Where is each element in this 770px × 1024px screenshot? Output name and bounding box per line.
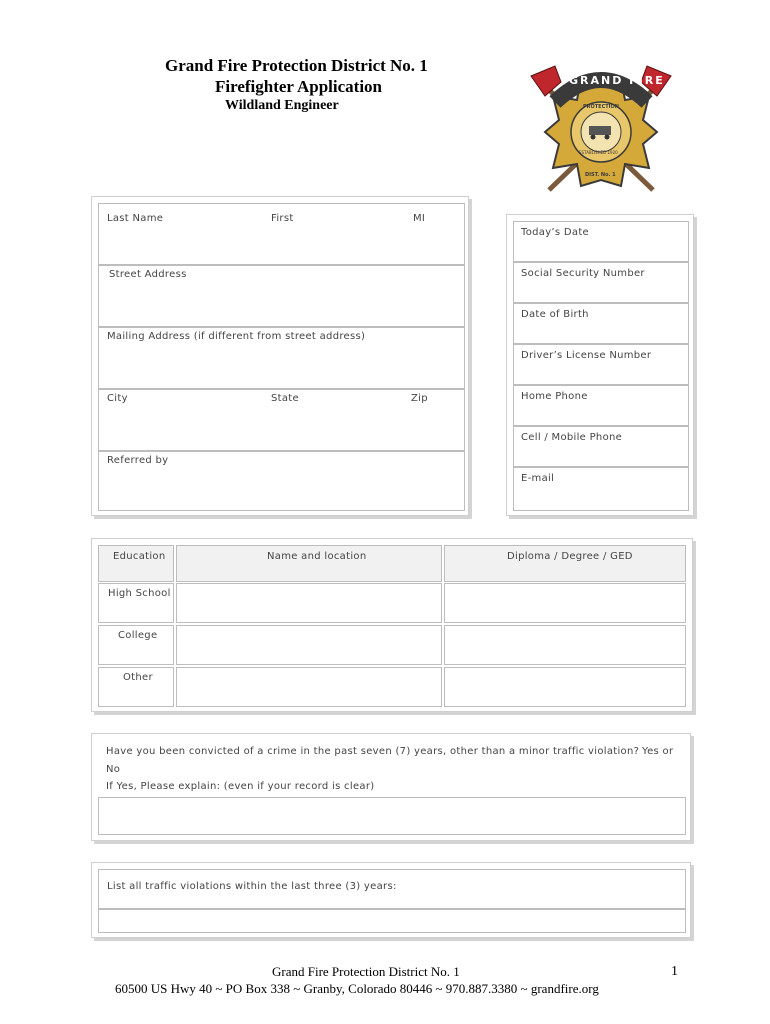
mailing-address-field[interactable] — [98, 327, 465, 389]
street-address-field[interactable] — [98, 265, 465, 327]
traffic-violations-input[interactable] — [98, 909, 686, 933]
logo-dist-text: DIST. No. 1 — [585, 172, 616, 178]
referred-by-label: Referred by — [107, 455, 169, 466]
criminal-history-panel — [91, 733, 691, 841]
city-label: City — [107, 393, 128, 404]
high-school-label: High School — [108, 588, 171, 599]
email-label: E-mail — [521, 473, 555, 484]
license-field[interactable] — [513, 344, 689, 385]
criminal-question-text: Have you been convicted of a crime in the past seven (7) years, other than a minor traffic violation? — [106, 746, 640, 757]
criminal-question-box — [98, 739, 686, 797]
name-location-label: Name and location — [267, 551, 367, 562]
last-name-label: Last Name — [107, 213, 164, 224]
criminal-explain-input[interactable] — [98, 797, 686, 835]
high-school-row-label — [98, 583, 174, 623]
referred-by-field[interactable] — [98, 451, 465, 511]
traffic-violations-label-box — [98, 869, 686, 909]
city-state-zip-field[interactable] — [98, 389, 465, 451]
state-label: State — [271, 393, 299, 404]
education-col-label: Education — [113, 551, 166, 562]
todays-date-label: Today’s Date — [521, 227, 589, 238]
diploma-header — [444, 545, 686, 582]
first-name-label: First — [271, 213, 294, 224]
dob-field[interactable] — [513, 303, 689, 344]
contact-info-panel — [506, 214, 694, 516]
todays-date-field[interactable] — [513, 221, 689, 262]
yes-or-text[interactable]: Yes or — [642, 746, 674, 757]
fire-district-logo — [525, 62, 677, 198]
diploma-label: Diploma / Degree / GED — [507, 551, 633, 562]
other-row-label — [98, 667, 174, 707]
name-location-header — [176, 545, 442, 582]
college-name-input[interactable] — [176, 625, 442, 665]
footer-address: 60500 US Hwy 40 ~ PO Box 338 ~ Granby, Colorado 80446 ~ 970.887.3380 ~ grandfire.org — [115, 981, 599, 996]
zip-label: Zip — [411, 393, 428, 404]
other-label: Other — [123, 672, 153, 683]
college-row-label — [98, 625, 174, 665]
logo-arc-text: GRAND FIRE — [569, 74, 665, 87]
home-phone-label: Home Phone — [521, 391, 588, 402]
other-diploma-input[interactable] — [444, 667, 686, 707]
district-title: Grand Fire Protection District No. 1 — [165, 56, 428, 75]
footer-district-name: Grand Fire Protection District No. 1 — [272, 964, 460, 979]
license-label: Driver’s License Number — [521, 350, 652, 361]
page-number: 1 — [671, 964, 678, 979]
mailing-address-label: Mailing Address (if different from street address) — [107, 331, 366, 342]
cell-phone-field[interactable] — [513, 426, 689, 467]
position-title: Wildland Engineer — [225, 98, 339, 113]
mi-label: MI — [413, 213, 426, 224]
logo-protection-text: PROTECTION — [583, 104, 619, 110]
traffic-violations-label: List all traffic violations within the last three (3) years: — [107, 881, 397, 892]
cell-phone-label: Cell / Mobile Phone — [521, 432, 623, 443]
high-school-diploma-input[interactable] — [444, 583, 686, 623]
traffic-violations-panel — [91, 862, 691, 938]
application-title: Firefighter Application — [215, 77, 383, 96]
high-school-name-input[interactable] — [176, 583, 442, 623]
college-label: College — [118, 630, 158, 641]
ssn-field[interactable] — [513, 262, 689, 303]
street-address-label: Street Address — [109, 269, 187, 280]
personal-info-panel — [91, 196, 469, 516]
dob-label: Date of Birth — [521, 309, 589, 320]
no-text[interactable]: No — [106, 764, 121, 775]
home-phone-field[interactable] — [513, 385, 689, 426]
college-diploma-input[interactable] — [444, 625, 686, 665]
logo-established-text: ESTABLISHED 1920 — [579, 150, 618, 155]
name-field[interactable] — [98, 203, 465, 265]
explain-text: If Yes, Please explain: (even if your record is clear) — [106, 781, 375, 792]
email-field[interactable] — [513, 467, 689, 511]
education-header — [98, 545, 174, 582]
education-panel — [91, 538, 693, 712]
other-name-input[interactable] — [176, 667, 442, 707]
ssn-label: Social Security Number — [521, 268, 645, 279]
